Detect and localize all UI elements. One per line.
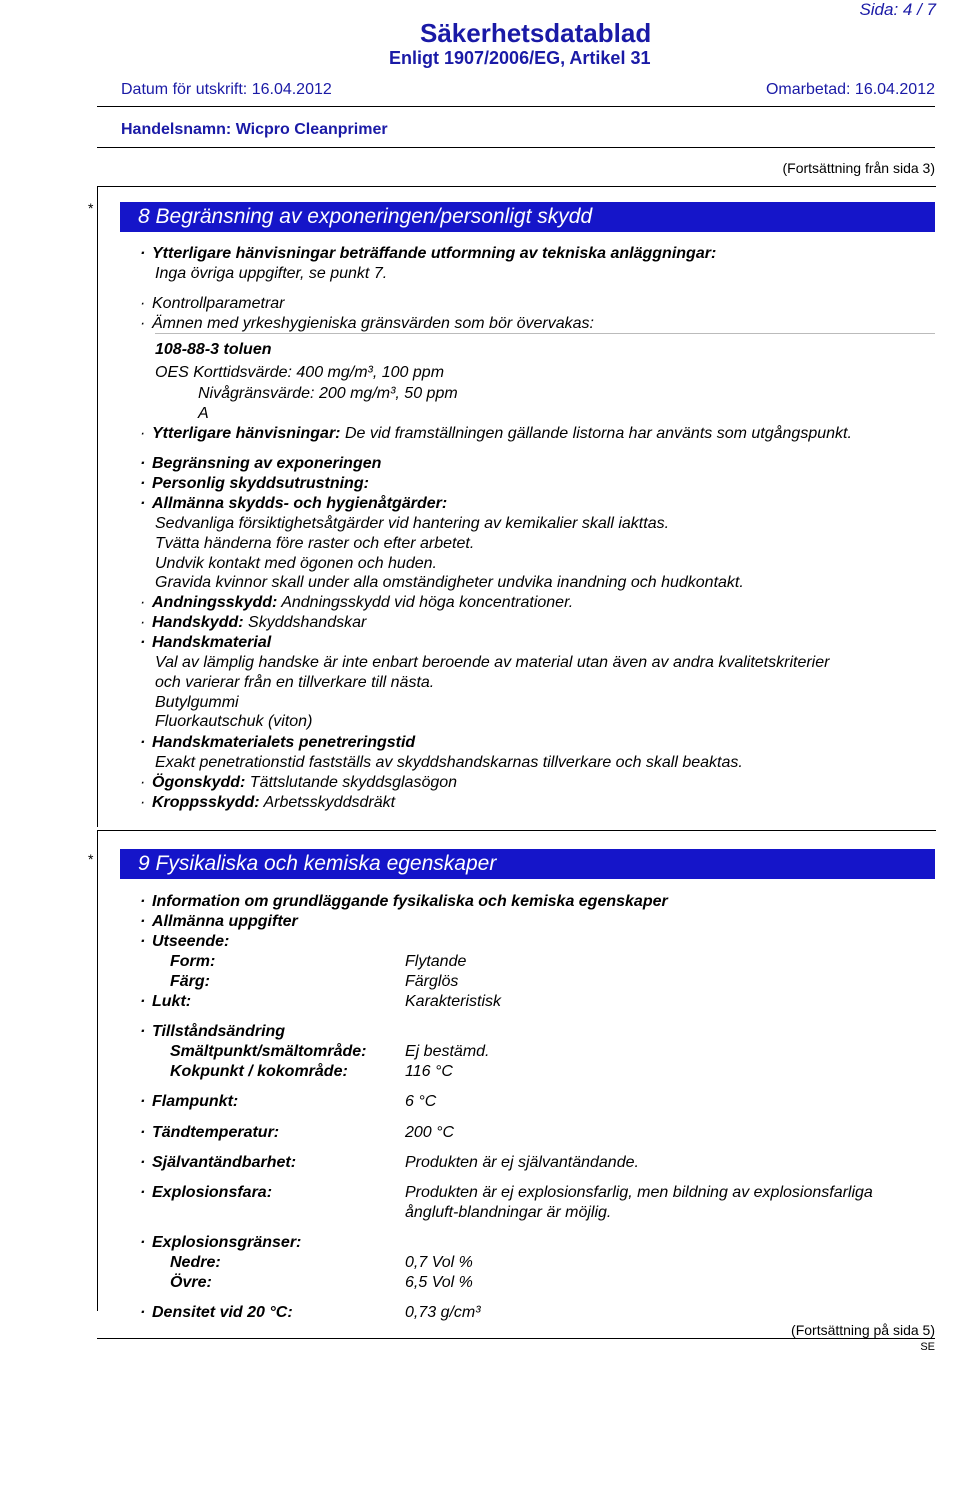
state-change-label: · Tillståndsändring [140, 1023, 286, 1040]
glove-material-line: och varierar från en tillverkare till nästa. [155, 674, 435, 691]
footer-rule [97, 1338, 935, 1339]
general-info-label: · Allmänna uppgifter [140, 913, 298, 930]
melting-label: Smältpunkt/smältområde: [170, 1043, 367, 1060]
body-protection: · Kroppsskydd: Arbetsskyddsdräkt [140, 794, 396, 811]
further-ref-text: Inga övriga uppgifter, se punkt 7. [155, 265, 388, 282]
penetration-text: Exakt penetrationstid fastställs av skyddshandskarnas tillverkare och skall beaktas. [155, 754, 743, 771]
glove-material-line: Fluorkautschuk (viton) [155, 713, 313, 730]
eye-protection: · Ögonskydd: Tättslutande skyddsglasögon [140, 774, 458, 791]
lower-limit-value: 0,7 Vol % [405, 1254, 473, 1271]
density-label: · Densitet vid 20 °C: [140, 1304, 293, 1321]
section-9-heading: 9 Fysikaliska och kemiska egenskaper [120, 849, 935, 879]
general-measure-line: Undvik kontakt med ögonen och huden. [155, 555, 437, 572]
continued-to: (Fortsättning på sida 5) [791, 1322, 935, 1338]
odor-label: · Lukt: [140, 993, 192, 1010]
ignition-temp-label: · Tändtemperatur: [140, 1124, 280, 1141]
header-rule [97, 106, 935, 107]
boiling-label: Kokpunkt / kokområde: [170, 1063, 348, 1080]
melting-value: Ej bestämd. [405, 1043, 490, 1060]
upper-limit-value: 6,5 Vol % [405, 1274, 473, 1291]
color-label: Färg: [170, 973, 210, 990]
boiling-value: 116 °C [405, 1063, 453, 1080]
oes-short-term: OES Korttidsvärde: 400 mg/m³, 100 ppm [155, 364, 445, 381]
ppe-label: · Personlig skyddsutrustning: [140, 475, 369, 492]
color-value: Färglös [405, 973, 459, 990]
respiratory-protection: · Andningsskydd: Andningsskydd vid höga koncentrationer. [140, 594, 574, 611]
penetration-label: · Handskmaterialets penetreringstid [140, 734, 416, 751]
section-8-heading: 8 Begränsning av exponeringen/personligt skydd [120, 202, 935, 232]
document-subtitle: Enligt 1907/2006/EG, Artikel 31 [389, 48, 651, 68]
general-measures-label: · Allmänna skydds- och hygienåtgärder: [140, 495, 448, 512]
oes-level: Nivågränsvärde: 200 mg/m³, 50 ppm [198, 385, 458, 402]
substances-label: · Ämnen med yrkeshygieniska gränsvärden som bör övervakas: [140, 315, 594, 332]
flash-point-value: 6 °C [405, 1093, 437, 1110]
extra-references: · Ytterligare hänvisningar: De vid framställningen gällande listorna har använts som utgångspunkt. [140, 425, 852, 442]
explosion-hazard-value: Produkten är ej explosionsfarlig, men bildning av explosionsfarliga [405, 1184, 873, 1201]
upper-limit-label: Övre: [170, 1274, 212, 1291]
flash-point-label: · Flampunkt: [140, 1093, 239, 1110]
glove-material-line: Butylgummi [155, 694, 239, 711]
oes-a: A [198, 405, 209, 422]
odor-value: Karakteristisk [405, 993, 502, 1010]
explosion-hazard-label: · Explosionsfara: [140, 1184, 273, 1201]
page-number: Sida: 4 / 7 [859, 0, 936, 19]
hand-protection: · Handskydd: Skyddshandskar [140, 614, 367, 631]
country-code: SE [920, 1341, 935, 1353]
self-ignition-label: · Självantändbarhet: [140, 1154, 297, 1171]
trade-name: Handelsnamn: Wicpro Cleanprimer [121, 121, 388, 138]
revision-date: Omarbetad: 16.04.2012 [765, 81, 935, 98]
substance-name: 108-88-3 toluen [155, 341, 272, 358]
self-ignition-value: Produkten är ej självantändande. [405, 1154, 639, 1171]
general-measure-line: Tvätta händerna före raster och efter arbetet. [155, 535, 475, 552]
explosion-hazard-value-2: ångluft-blandningar är möjlig. [405, 1204, 612, 1221]
document-title: Säkerhetsdatablad [420, 18, 652, 48]
form-label: Form: [170, 953, 216, 970]
revision-star: * [88, 200, 94, 216]
continued-from: (Fortsättning från sida 3) [782, 160, 935, 176]
appearance-label: · Utseende: [140, 933, 230, 950]
form-value: Flytande [405, 953, 467, 970]
explosion-limits-label: · Explosionsgränser: [140, 1234, 302, 1251]
substance-table-rule [155, 333, 935, 334]
ignition-temp-value: 200 °C [405, 1124, 455, 1141]
exposure-limit: · Begränsning av exponeringen [140, 455, 382, 472]
further-ref-label: · Ytterligare hänvisningar beträffande utformning av tekniska anläggningar: [140, 245, 717, 262]
general-measure-line: Gravida kvinnor skall under alla omständigheter undvika inandning och hudkontakt. [155, 574, 744, 591]
basic-info-label: · Information om grundläggande fysikaliska och kemiska egenskaper [140, 893, 668, 910]
trade-name-rule [97, 147, 935, 148]
revision-star: * [88, 851, 94, 867]
glove-material-label: · Handskmaterial [140, 634, 272, 651]
control-params: · Kontrollparametrar [140, 295, 285, 312]
general-measure-line: Sedvanliga försiktighetsåtgärder vid hantering av kemikalier skall iakttas. [155, 515, 670, 532]
lower-limit-label: Nedre: [170, 1254, 221, 1271]
density-value: 0,73 g/cm³ [405, 1304, 481, 1321]
glove-material-line: Val av lämplig handske är inte enbart beroende av material utan även av andra kvalitetskriterier [155, 654, 830, 671]
print-date: Datum för utskrift: 16.04.2012 [121, 81, 332, 98]
